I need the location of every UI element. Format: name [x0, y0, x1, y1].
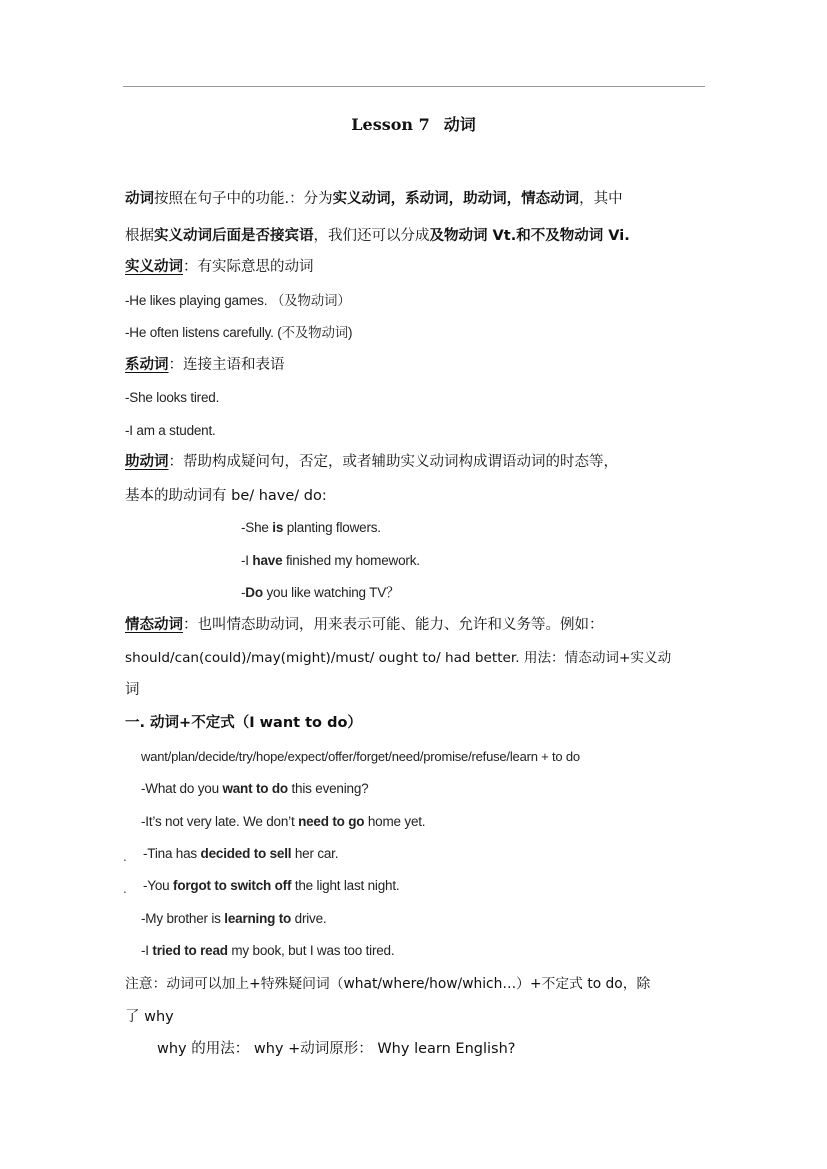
auxiliary-label: 助动词 — [125, 454, 169, 470]
notional-desc: ：有实际意思的动词 — [183, 259, 314, 275]
criterion: 实义动词后面是否接宾语 — [154, 228, 314, 244]
auxiliary-example-3 — [241, 583, 399, 603]
note-line-1: 注意：动词可以加上+特殊疑问词（what/where/how/which…）+不定式 to do，除 — [125, 976, 651, 992]
note-line-2: 了 why — [125, 1009, 174, 1025]
intro-text: ，我们还可以分成 — [313, 228, 430, 244]
intro-text: 按照在句子中的功能.：分为 — [154, 191, 333, 207]
example-text: -I — [141, 943, 153, 958]
linking-example-2: -I am a student. — [125, 423, 216, 438]
bullet-mark: . — [123, 850, 127, 864]
example-text: -Tina has — [143, 846, 201, 861]
intro-line-1 — [125, 189, 623, 209]
transitivity-types: 及物动词 Vt.和不及物动词 Vi. — [429, 228, 630, 244]
infinitive-example-3 — [143, 844, 338, 864]
example-text: you like watching TV？ — [262, 585, 400, 600]
modal-label: 情态动词 — [125, 617, 183, 633]
auxiliary-line-2: 基本的助动词有 be/ have/ do: — [125, 488, 327, 504]
linking-example-1: -She looks tired. — [125, 390, 220, 405]
linking-label: 系动词 — [125, 357, 169, 373]
linking-heading — [125, 355, 285, 375]
modal-desc: ：也叫情态助动词，用来表示可能、能力、允许和义务等。例如： — [183, 617, 604, 633]
example-text: finished my homework. — [282, 553, 420, 568]
example-key: is — [272, 520, 284, 535]
example-text: planting flowers. — [283, 520, 381, 535]
example-text: -She — [241, 520, 273, 535]
section-1-heading: 一. 动词+不定式（I want to do） — [125, 715, 362, 731]
example-text: her car. — [291, 846, 339, 861]
modal-line-2: should/can(could)/may(might)/must/ ought to/ had better. 用法：情态动词+实义动 — [125, 650, 672, 666]
example-key: Do — [245, 585, 263, 600]
page-title — [0, 112, 827, 135]
title-topic: 动词 — [443, 115, 476, 134]
example-key: tried to read — [152, 943, 228, 958]
example-key: want to do — [222, 781, 288, 796]
modal-line-3: 词 — [125, 682, 140, 698]
example-text: -I — [241, 553, 253, 568]
example-key: forgot to switch off — [173, 878, 292, 893]
infinitive-verb-list: want/plan/decide/try/hope/expect/offer/forget/need/promise/refuse/learn + to do — [141, 749, 580, 764]
verb-types: 实义动词，系动词，助动词，情态动词 — [332, 191, 580, 207]
header-rule — [123, 86, 705, 87]
example-key: have — [252, 553, 283, 568]
example-key: decided to sell — [200, 846, 292, 861]
infinitive-example-6 — [141, 941, 394, 961]
example-key: learning to — [224, 911, 292, 926]
modal-heading — [125, 615, 604, 635]
example-text: -What do you — [141, 781, 223, 796]
auxiliary-desc: ：帮助构成疑问句，否定，或者辅助实义动词构成谓语动词的时态等， — [168, 454, 618, 470]
intro-text: ，其中 — [579, 191, 623, 207]
infinitive-example-1 — [141, 779, 368, 799]
linking-desc: ：连接主语和表语 — [168, 357, 285, 373]
example-text: home yet. — [364, 814, 426, 829]
intro-line-2 — [125, 226, 630, 246]
example-text: -You — [143, 878, 174, 893]
example-text: -My brother is — [141, 911, 225, 926]
example-text: drive. — [291, 911, 327, 926]
notional-example-2: -He often listens carefully. (不及物动词) — [125, 325, 353, 340]
note-line-3: why 的用法： why +动词原形： Why learn English? — [157, 1041, 516, 1057]
infinitive-example-5 — [141, 909, 326, 929]
intro-text: 根据 — [125, 228, 154, 244]
notional-heading — [125, 257, 314, 277]
infinitive-example-2 — [141, 812, 425, 832]
auxiliary-heading — [125, 452, 618, 472]
auxiliary-example-2 — [241, 551, 420, 571]
example-key: need to go — [298, 814, 365, 829]
title-lesson: Lesson 7 — [351, 115, 430, 134]
term-verb: 动词 — [125, 191, 154, 207]
bullet-mark: . — [123, 882, 127, 896]
example-text: this evening? — [287, 781, 369, 796]
example-text: my book, but I was too tired. — [227, 943, 395, 958]
example-text: the light last night. — [291, 878, 400, 893]
notional-example-1: -He likes playing games. （及物动词） — [125, 293, 351, 308]
example-text: -It’s not very late. We don’t — [141, 814, 299, 829]
infinitive-example-4 — [143, 876, 399, 896]
auxiliary-example-1 — [241, 518, 381, 538]
notional-label: 实义动词 — [125, 259, 183, 275]
example-text: - — [241, 585, 246, 600]
